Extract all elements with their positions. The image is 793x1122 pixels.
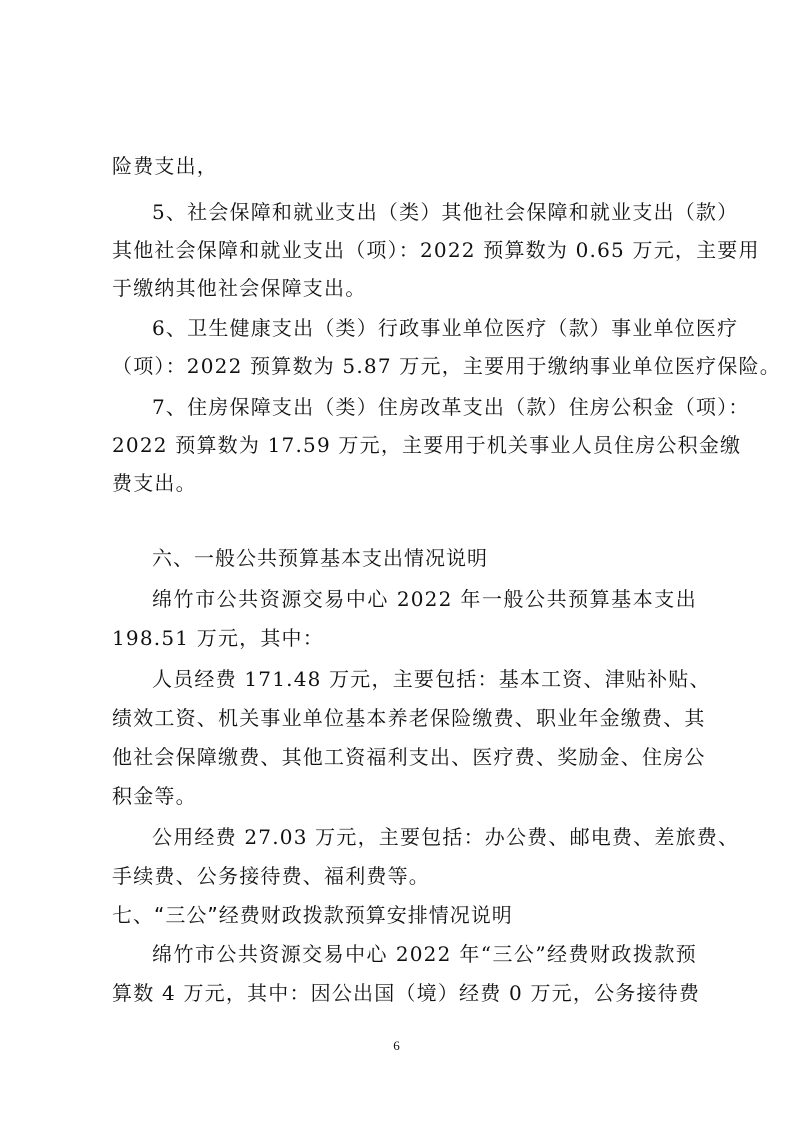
- paragraph-line: 7、住房保障支出（类）住房改革支出（款）住房公积金（项）：: [152, 395, 750, 419]
- paragraph-line: 198.51 万元，其中：: [112, 626, 324, 650]
- paragraph-line: 其他社会保障和就业支出（项）：2022 预算数为 0.65 万元，主要用: [112, 238, 760, 262]
- paragraph-line: 手续费、公务接待费、福利费等。: [112, 864, 430, 888]
- paragraph-line: 绵竹市公共资源交易中心 2022 年一般公共预算基本支出: [152, 587, 697, 611]
- section-heading-6: 六、一般公共预算基本支出情况说明: [152, 546, 488, 570]
- paragraph-line: 积金等。: [112, 784, 197, 808]
- paragraph-line: 险费支出，: [112, 154, 218, 178]
- paragraph-line: 2022 预算数为 17.59 万元，主要用于机关事业人员住房公积金缴: [112, 433, 742, 457]
- paragraph-line: 6、卫生健康支出（类）行政事业单位医疗（款）事业单位医疗: [152, 316, 739, 340]
- paragraph-line: 他社会保障缴费、其他工资福利支出、医疗费、奖励金、住房公: [112, 745, 706, 769]
- paragraph-line: 人员经费 171.48 万元，主要包括：基本工资、津贴补贴、: [152, 667, 711, 691]
- paragraph-line: （项）：2022 预算数为 5.87 万元，主要用于缴纳事业单位医疗保险。: [112, 354, 781, 378]
- page-number: 6: [393, 1038, 400, 1053]
- paragraph-line: 于缴纳其他社会保障支出。: [112, 276, 367, 300]
- paragraph-line: 绩效工资、机关事业单位基本养老保险缴费、职业年金缴费、其: [112, 706, 706, 730]
- paragraph-line: 费支出。: [112, 471, 197, 495]
- section-heading-7: 七、“三公”经费财政拨款预算安排情况说明: [112, 903, 513, 927]
- paragraph-line: 算数 4 万元，其中：因公出国（境）经费 0 万元，公务接待费: [112, 981, 701, 1005]
- paragraph-line: 5、社会保障和就业支出（类）其他社会保障和就业支出（款）: [152, 200, 739, 224]
- paragraph-line: 公用经费 27.03 万元，主要包括：办公费、邮电费、差旅费、: [152, 825, 740, 849]
- paragraph-line: 绵竹市公共资源交易中心 2022 年“三公”经费财政拨款预: [152, 942, 697, 966]
